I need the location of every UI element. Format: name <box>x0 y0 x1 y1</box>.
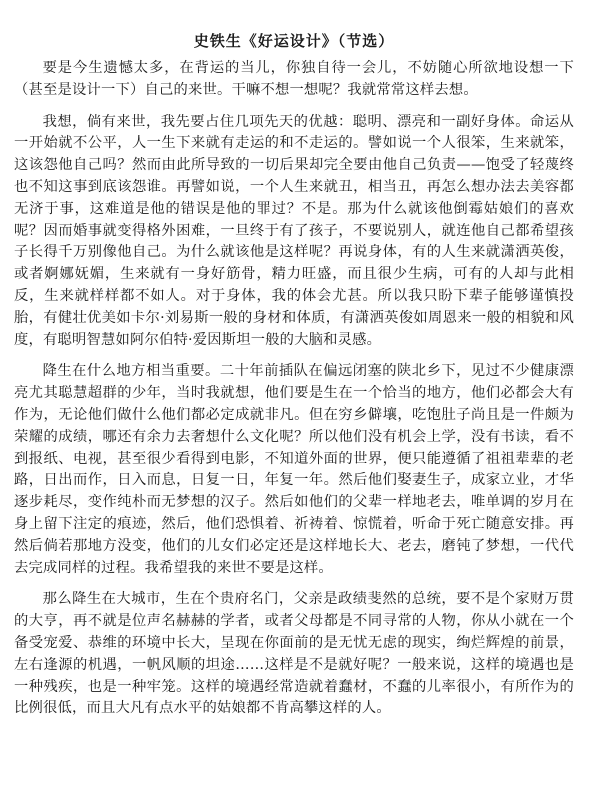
paragraph-4: 那么降生在大城市，生在个贵府名门，父亲是政绩斐然的总统，要不是个家财万贯的大亨，再不就是位声名赫赫的学者，或者父母都是不同寻常的人物，你从小就在一个备受宠爱、恭维的环境中长大，呈现在你面前的是无忧无虑的现实，绚烂辉煌的前景，左右逢源的机遇，一帆风顺的坦途……这样是不是就好呢？一般来说，这样的境遇也是一种残疾，也是一种牢笼。这样的境遇经常造就着蠢材，不蠢的儿率很小，有所作为的比例很低，而且大凡有点水平的姑娘都不肯高攀这样的人。 <box>14 591 574 717</box>
document-title: 史铁生《好运设计》（节选） <box>193 32 395 50</box>
paragraph-2: 我想，倘有来世，我先要占住几项先天的优越：聪明、漂亮和一副好身体。命运从一开始就不公平，人一生下来就有走运的和不走运的。譬如说一个人很笨，生来就笨，这该怨他自己吗？然而由此所导致的一切后果却完全要由他自己负责——饱受了轻蔑终也不知这事到底该怨谁。再譬如说，一个人生来就丑，相当丑，再怎么想办法去美容都无济于事，这难道是他的错误是他的罪过？不是。那为什么就该他倒霉姑娘们的喜欢呢？因而婚事就变得格外困难，一旦终于有了孩子，不要说别人，就连他自己都希望孩子长得千万别像他自己。为什么就该他是这样呢？再说身体，有的人生来就潇洒英俊，或者婀娜妩媚，生来就有一身好筋骨，精力旺盛，而且很少生病，可有的人却与此相反，生来就样样都不如人。对于身体，我的体会尤甚。所以我只盼下辈子能够谨慎投胎，有健壮优美如卡尔·刘易斯一般的身材和体质，有潇洒英俊如周恩来一般的相貌和风度，有聪明智慧如阿尔伯特·爱因斯坦一般的大脑和灵感。 <box>14 113 574 348</box>
document-page <box>14 30 574 730</box>
paragraph-1: 要是今生遗憾太多，在背运的当儿，你独自待一会儿，不妨随心所欲地设想一下（甚至是设计一下）自己的来世。干嘛不想一想呢？我就常常这样去想。 <box>14 60 574 98</box>
paragraph-3: 降生在什么地方相当重要。二十年前插队在偏远闭塞的陕北乡下，见过不少健康漂亮尤其聪慧超群的少年，当时我就想，他们要是生在一个恰当的地方，他们必都会大有作为，无论他们做什么他们都必定成就非凡。但在穷乡僻壤，吃饱肚子尚且是一件颇为荣耀的成绩，哪还有余力去奢想什么文化呢？所以他们没有机会上学，没有书读，看不到报纸、电视，甚至很少看得到电影，不知道外面的世界，便只能遵循了祖祖辈辈的老路，日出而作，日入而息，日复一日，年复一年。然后他们娶妻生子，成家立业，才华逐步耗尽，变作纯朴而无梦想的汉子。然后如他们的父辈一样地老去，唯单调的岁月在身上留下注定的痕迹，然后，他们恐惧着、祈祷着、惊慌着，听命于死亡随意安排。再然后倘若那地方没变，他们的儿女们必定还是这样地长大、老去，磨钝了梦想，一代代去完成同样的过程。我希望我的来世不要是这样。 <box>14 363 574 576</box>
